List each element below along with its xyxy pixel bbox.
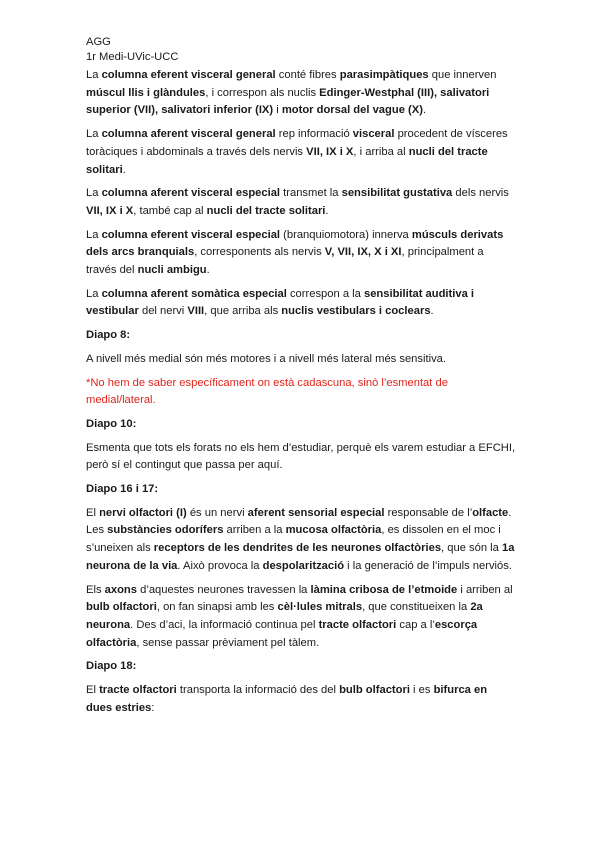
section-heading bbox=[86, 327, 516, 345]
bold-run: làmina cribosa de l’etmoide bbox=[310, 583, 458, 596]
bold-run: 2a neurona bbox=[86, 601, 483, 631]
paragraph bbox=[86, 505, 516, 576]
paragraph bbox=[86, 227, 516, 280]
bold-run: sensibilitat gustativa bbox=[341, 187, 453, 200]
text-run: : bbox=[151, 701, 155, 714]
text-run: dels nervis bbox=[452, 187, 509, 200]
bold-run: visceral bbox=[352, 128, 395, 141]
paragraph bbox=[86, 126, 516, 179]
paragraph bbox=[86, 682, 516, 717]
bold-run: bulb olfactori bbox=[339, 684, 410, 697]
bold-run: nuclis vestibulars i coclears bbox=[281, 305, 431, 318]
text-run: és un nervi bbox=[186, 506, 248, 519]
text-run: . Les bbox=[86, 506, 512, 537]
bold-run: parasimpàtiques bbox=[339, 69, 429, 81]
text-run: Els bbox=[86, 583, 105, 596]
text-run: del nervi bbox=[138, 305, 188, 318]
section-heading bbox=[86, 416, 516, 434]
bold-run: motor dorsal del vague (X) bbox=[281, 104, 423, 117]
text-run: *No hem de saber específicament on està cadascuna, sinò l’esmentat de medial/lateral. bbox=[86, 376, 448, 407]
bold-run: 1a neurona de la via bbox=[86, 542, 515, 572]
text-run: Esmenta que tots els forats no els hem d’estudiar, perquè els varem estudiar a EFCHI, però sí el contingut que passa per aquí. bbox=[86, 441, 516, 472]
bold-run: bulb olfactori bbox=[86, 601, 157, 614]
bold-run: mucosa olfactòria bbox=[285, 524, 382, 537]
bold-run: escorça olfactòria bbox=[86, 618, 478, 649]
bold-run: tracte olfactori bbox=[99, 684, 177, 697]
bold-run: axons bbox=[104, 583, 137, 596]
text-run: , on fan sinapsi amb les bbox=[156, 601, 278, 614]
note-paragraph bbox=[86, 375, 516, 410]
bold-run: nervi olfactori (I) bbox=[99, 506, 187, 519]
header-course: 1r Medi-UVic-UCC bbox=[86, 50, 179, 63]
text-run: , també cap al bbox=[133, 204, 207, 217]
text-run: transporta la informació des del bbox=[176, 684, 340, 697]
text-run: conté fibres bbox=[275, 69, 340, 81]
bold-run: Diapo 18: bbox=[86, 660, 137, 673]
bold-run: músculs derivats dels arcs branquials bbox=[86, 228, 504, 259]
bold-run: despolarització bbox=[262, 559, 345, 572]
section-heading bbox=[86, 481, 516, 499]
bold-run: columna eferent visceral especial bbox=[101, 228, 281, 241]
bold-run: columna eferent visceral general bbox=[101, 69, 276, 81]
text-run: responsable de l’ bbox=[384, 506, 473, 519]
text-run: . Des d’aci, la informació continua pel bbox=[130, 618, 319, 631]
bold-run: olfacte bbox=[472, 506, 509, 519]
text-run: La bbox=[86, 228, 102, 241]
paragraph bbox=[86, 582, 516, 653]
text-run: La bbox=[86, 128, 102, 141]
text-run: , corresponents als nervis bbox=[194, 246, 325, 259]
bold-run: Edinger-Westphal (III), salivatori superior (VII), salivatori inferior (IX) bbox=[86, 86, 490, 117]
bold-run: cèl·lules mitrals bbox=[277, 601, 363, 614]
header bbox=[86, 35, 516, 64]
text-run: . Això provoca la bbox=[177, 559, 263, 572]
text-run: arriben a la bbox=[223, 524, 286, 537]
bold-run: tracte olfactori bbox=[318, 618, 397, 631]
bold-run: substàncies odorífers bbox=[107, 524, 224, 537]
text-run: , que arriba als bbox=[204, 305, 282, 318]
paragraph bbox=[86, 286, 516, 321]
bold-run: columna aferent visceral especial bbox=[101, 187, 281, 200]
bold-run: bifurca en dues estries bbox=[86, 684, 488, 714]
text-run: procedent de vísceres toràciques i abdominals a través dels nervis bbox=[86, 128, 508, 158]
text-run: El bbox=[86, 684, 100, 697]
text-run: i la generació de l’impuls nerviós. bbox=[344, 559, 512, 572]
text-run: A nivell més medial són més motores i a nivell més lateral més sensitiva. bbox=[86, 352, 446, 365]
bold-run: nucli ambigu bbox=[137, 264, 207, 277]
bold-run: V, VII, IX, X i XI bbox=[324, 246, 402, 259]
text-run: (branquiomotora) innerva bbox=[280, 228, 412, 241]
text-run: . bbox=[122, 163, 126, 176]
text-run: transmet la bbox=[280, 187, 342, 200]
text-run: correspon a la bbox=[286, 287, 364, 300]
text-run: La bbox=[86, 187, 102, 200]
text-run: La bbox=[86, 287, 102, 300]
bold-run: nucli del tracte solitari bbox=[206, 204, 326, 217]
paragraph bbox=[86, 351, 516, 369]
text-run: i bbox=[273, 104, 282, 117]
body-text bbox=[86, 67, 516, 718]
bold-run: múscul llis i glàndules bbox=[86, 86, 206, 99]
bold-run: VII, IX i X bbox=[86, 204, 134, 217]
text-run: La bbox=[86, 69, 102, 81]
text-run: , i arriba al bbox=[353, 145, 409, 158]
section-heading bbox=[86, 658, 516, 676]
bold-run: sensibilitat auditiva i vestibular bbox=[86, 287, 475, 318]
bold-run: aferent sensorial especial bbox=[247, 506, 385, 519]
paragraph bbox=[86, 185, 516, 220]
bold-run: columna aferent somàtica especial bbox=[101, 287, 287, 300]
header-author: AGG bbox=[86, 36, 111, 48]
text-run: . bbox=[206, 264, 210, 277]
text-run: . bbox=[422, 104, 427, 117]
text-run: , principalment a través del bbox=[86, 246, 484, 277]
bold-run: VIII bbox=[187, 305, 205, 318]
text-run: d’aquestes neurones travessen la bbox=[137, 583, 311, 596]
text-run: . bbox=[430, 305, 434, 318]
text-run: rep informació bbox=[275, 128, 353, 141]
text-run: , es dissolen en el moc i s’uneixen als bbox=[86, 524, 501, 555]
text-run: El bbox=[86, 506, 100, 519]
text-run: que innerven bbox=[428, 69, 497, 81]
bold-run: columna aferent visceral general bbox=[101, 128, 276, 141]
text-run: i es bbox=[409, 684, 434, 697]
bold-run: nucli del tracte solitari bbox=[86, 145, 488, 176]
bold-run: receptors de les dendrites de les neurones olfactòries bbox=[153, 542, 442, 555]
paragraph bbox=[86, 67, 516, 120]
paragraph bbox=[86, 440, 516, 475]
text-run: i arriben al bbox=[457, 583, 513, 596]
text-run: , sense passar prèviament pel tàlem. bbox=[136, 636, 320, 649]
bold-run: Diapo 10: bbox=[86, 417, 137, 430]
text-run: , que constitueixen la bbox=[362, 601, 471, 614]
bold-run: Diapo 8: bbox=[86, 329, 131, 342]
text-run: cap a l’ bbox=[396, 618, 435, 631]
text-run: , que són la bbox=[441, 542, 502, 555]
document-page bbox=[86, 35, 516, 718]
bold-run: VII, IX i X bbox=[306, 145, 354, 158]
bold-run: Diapo 16 i 17: bbox=[86, 483, 159, 496]
text-run: , i correspon als nuclis bbox=[205, 86, 320, 99]
text-run: . bbox=[325, 204, 329, 217]
